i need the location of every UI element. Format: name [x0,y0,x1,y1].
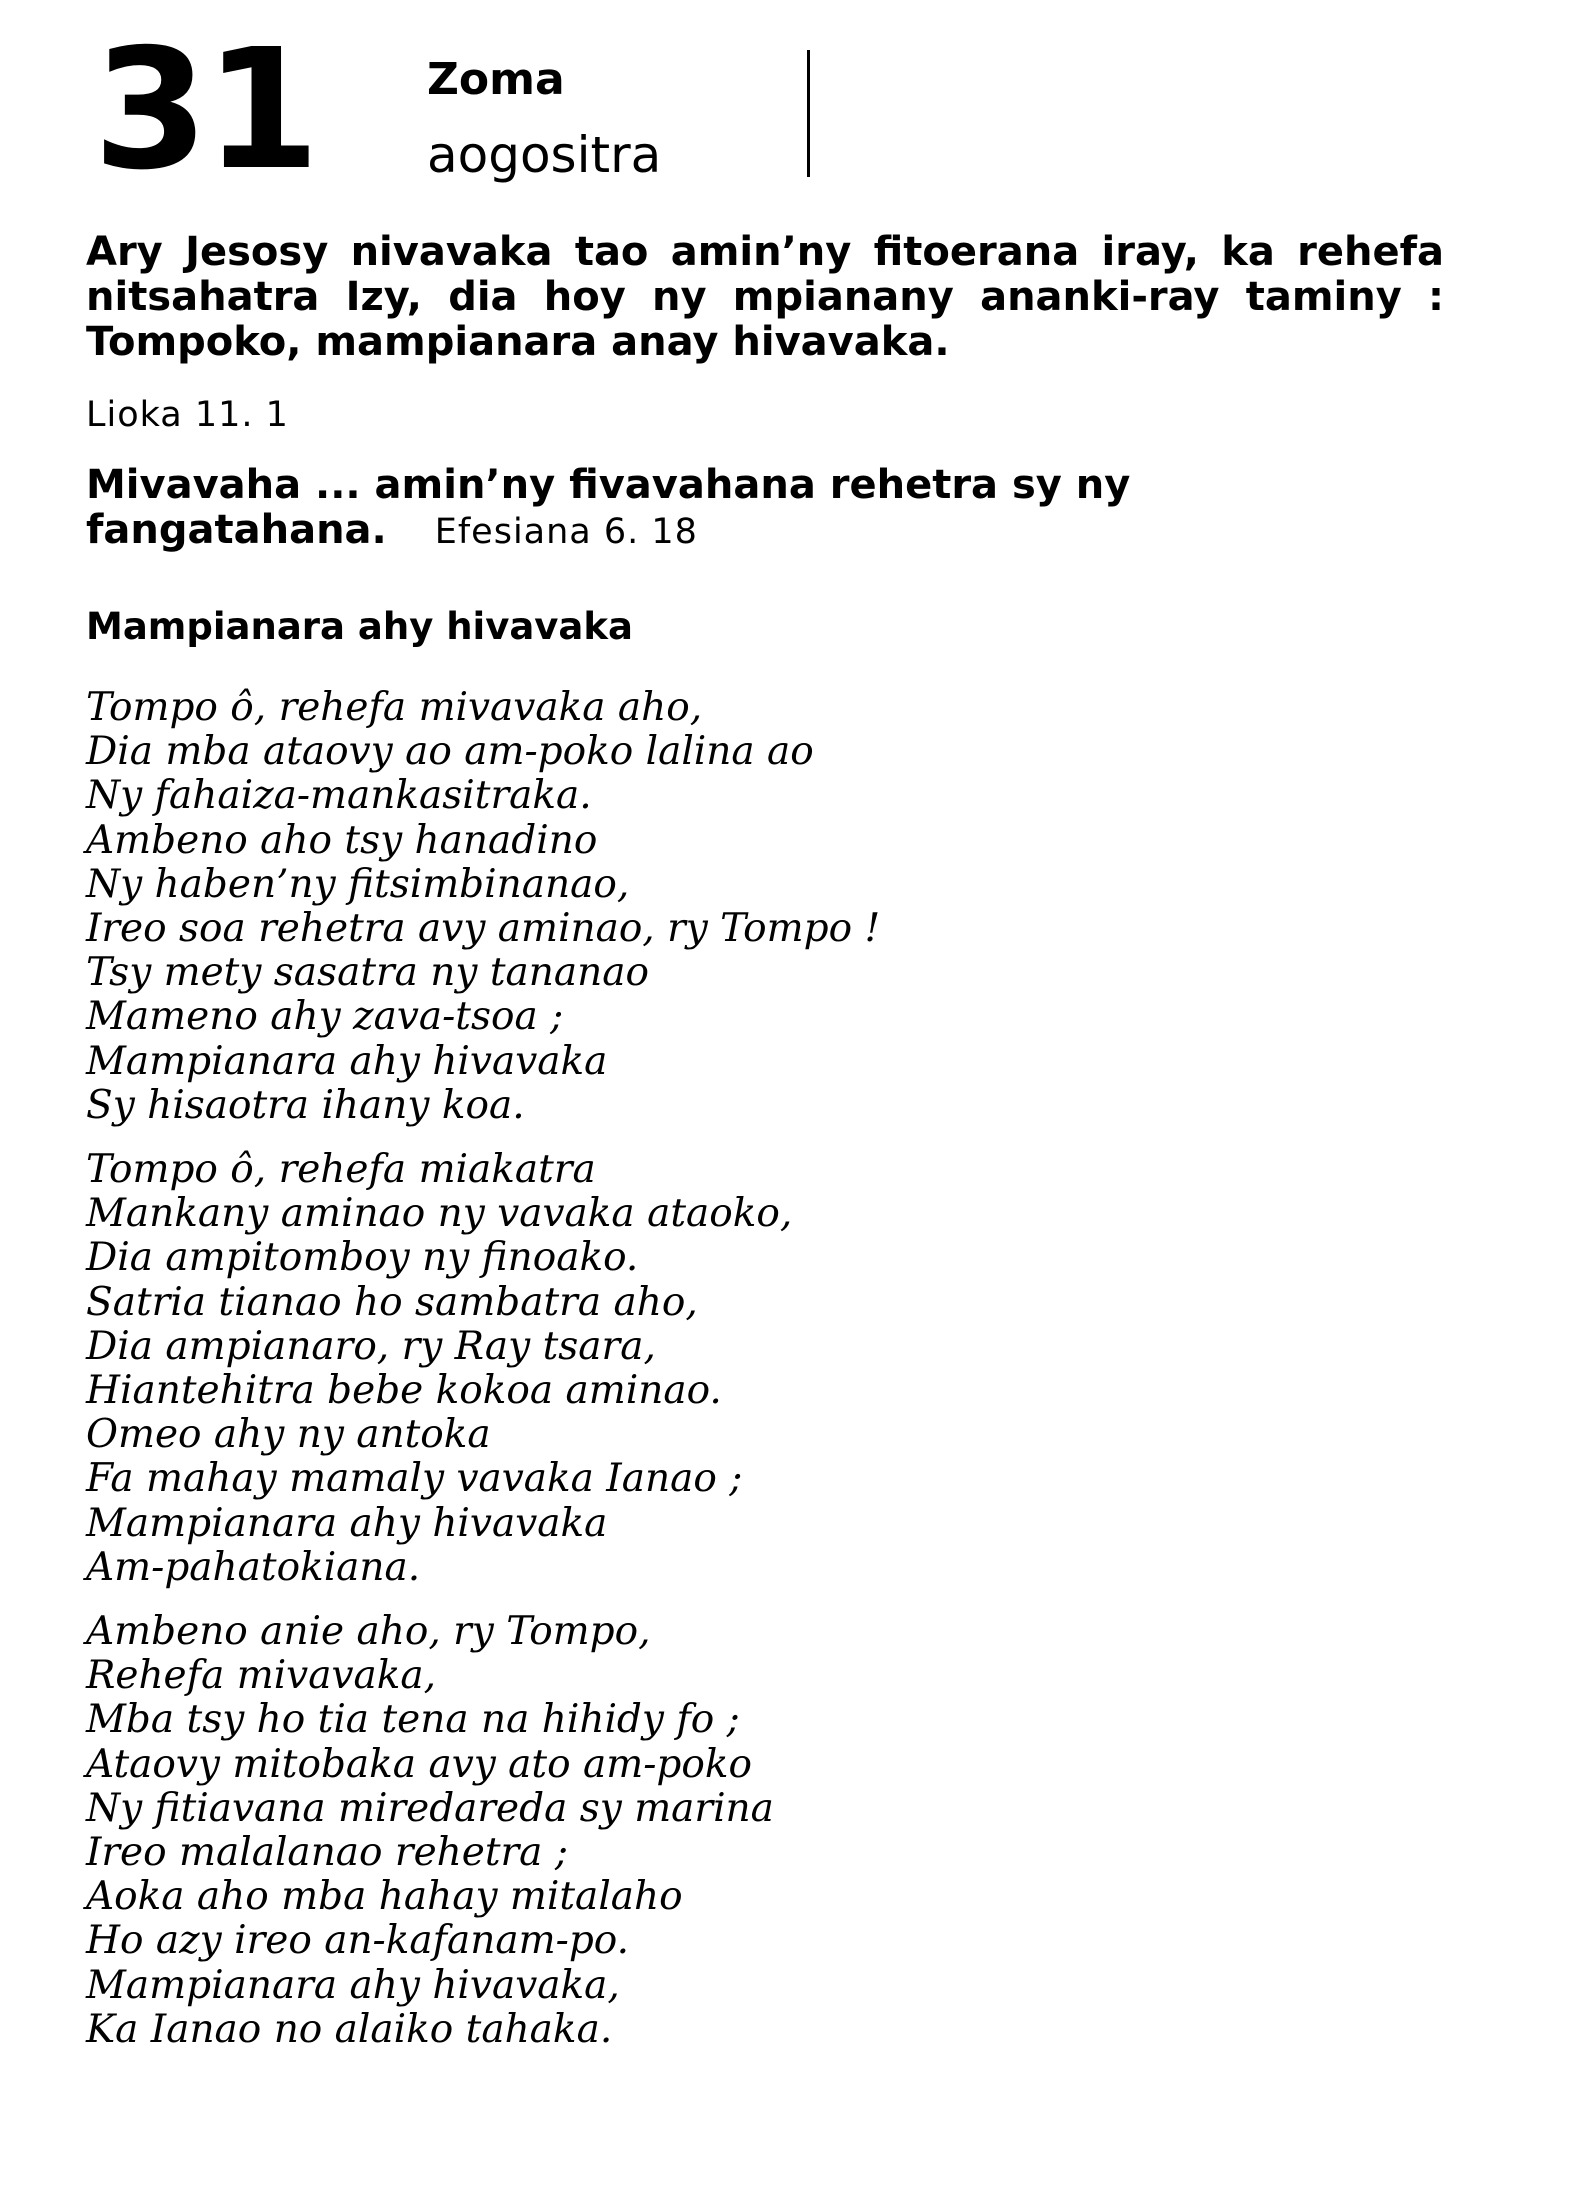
poem-line: Rehefa mivavaka, [86,1653,437,1699]
weekday-label: Zoma [427,54,565,105]
poem-line: Mba tsy ho tia tena na hihidy fo ; [86,1697,740,1743]
poem-line: Ny haben’ny fitsimbinanao, [86,861,630,907]
poem-line: Satria tianao ho sambatra aho, [86,1279,698,1325]
poem-line: Dia mba ataovy ao am-poko lalina ao [86,729,814,775]
poem-line: Ataovy mitobaka avy ato am-poko [86,1741,752,1787]
poem-line: Ambeno anie aho, ry Tompo, [86,1609,651,1654]
verse-1-text: Ary Jesosy nivavaka tao amin’ny fitoerana iray, ka rehefa nitsahatra Izy, dia hoy ny mpianany ananki-ray taminy : Tompoko, mampianara anay hivavaka. [86,229,1444,365]
poem-line: Am-pahatokiana. [86,1544,421,1590]
poem-line: Mankany aminao ny vavaka ataoko, [86,1191,793,1237]
poem-line: Ka Ianao no alaiko tahaka. [86,2006,613,2052]
poem-line: Ambeno aho tsy hanadino [86,817,598,863]
verse-2 [86,463,1444,555]
month-label: aogositra [427,126,662,184]
poem-stanza-3 [86,1610,774,2052]
poem-line: Hiantehitra bebe kokoa aminao. [86,1368,722,1414]
poem-line: Ireo soa rehetra avy aminao, ry Tompo ! [86,906,881,952]
poem-line: Tompo ô, rehefa miakatra [86,1147,596,1192]
verse-2-text: Mivavaha ... amin’ny fivavahana rehetra sy ny fangatahana. [86,462,1131,553]
poem-line: Ny fahaiza-mankasitraka. [86,773,592,819]
poem-line: Sy hisaotra ihany koa. [86,1082,525,1128]
poem-line: Omeo ahy ny antoka [86,1412,491,1458]
poem-line: Ireo malalanao rehetra ; [86,1830,568,1876]
header-divider [807,50,810,177]
poem-line: Mameno ahy zava-tsoa ; [86,994,564,1040]
poem-stanza-2 [86,1148,792,1590]
poem-line: Ho azy ireo an-kafanam-po. [86,1918,629,1964]
verse-1-reference: Lioka 11. 1 [86,395,289,435]
verse-2-reference: Efesiana 6. 18 [434,512,698,552]
poem-line: Tsy mety sasatra ny tananao [86,950,649,996]
poem-line: Tompo ô, rehefa mivavaka aho, [86,685,703,730]
poem-title: Mampianara ahy hivavaka [86,605,633,648]
day-number: 31 [93,14,317,207]
poem-line: Dia ampianaro, ry Ray tsara, [86,1323,656,1369]
poem-line: Mampianara ahy hivavaka [86,1500,608,1546]
poem-line: Ny fitiavana miredareda sy marina [86,1785,774,1831]
poem-line: Fa mahay mamaly vavaka Ianao ; [86,1456,743,1502]
poem-stanza-1 [86,686,880,1128]
poem-line: Aoka aho mba hahay mitalaho [86,1874,683,1920]
poem-line: Dia ampitomboy ny finoako. [86,1235,639,1281]
poem-line: Mampianara ahy hivavaka, [86,1962,620,2008]
poem-line: Mampianara ahy hivavaka [86,1038,608,1084]
verse-1 [86,230,1444,365]
